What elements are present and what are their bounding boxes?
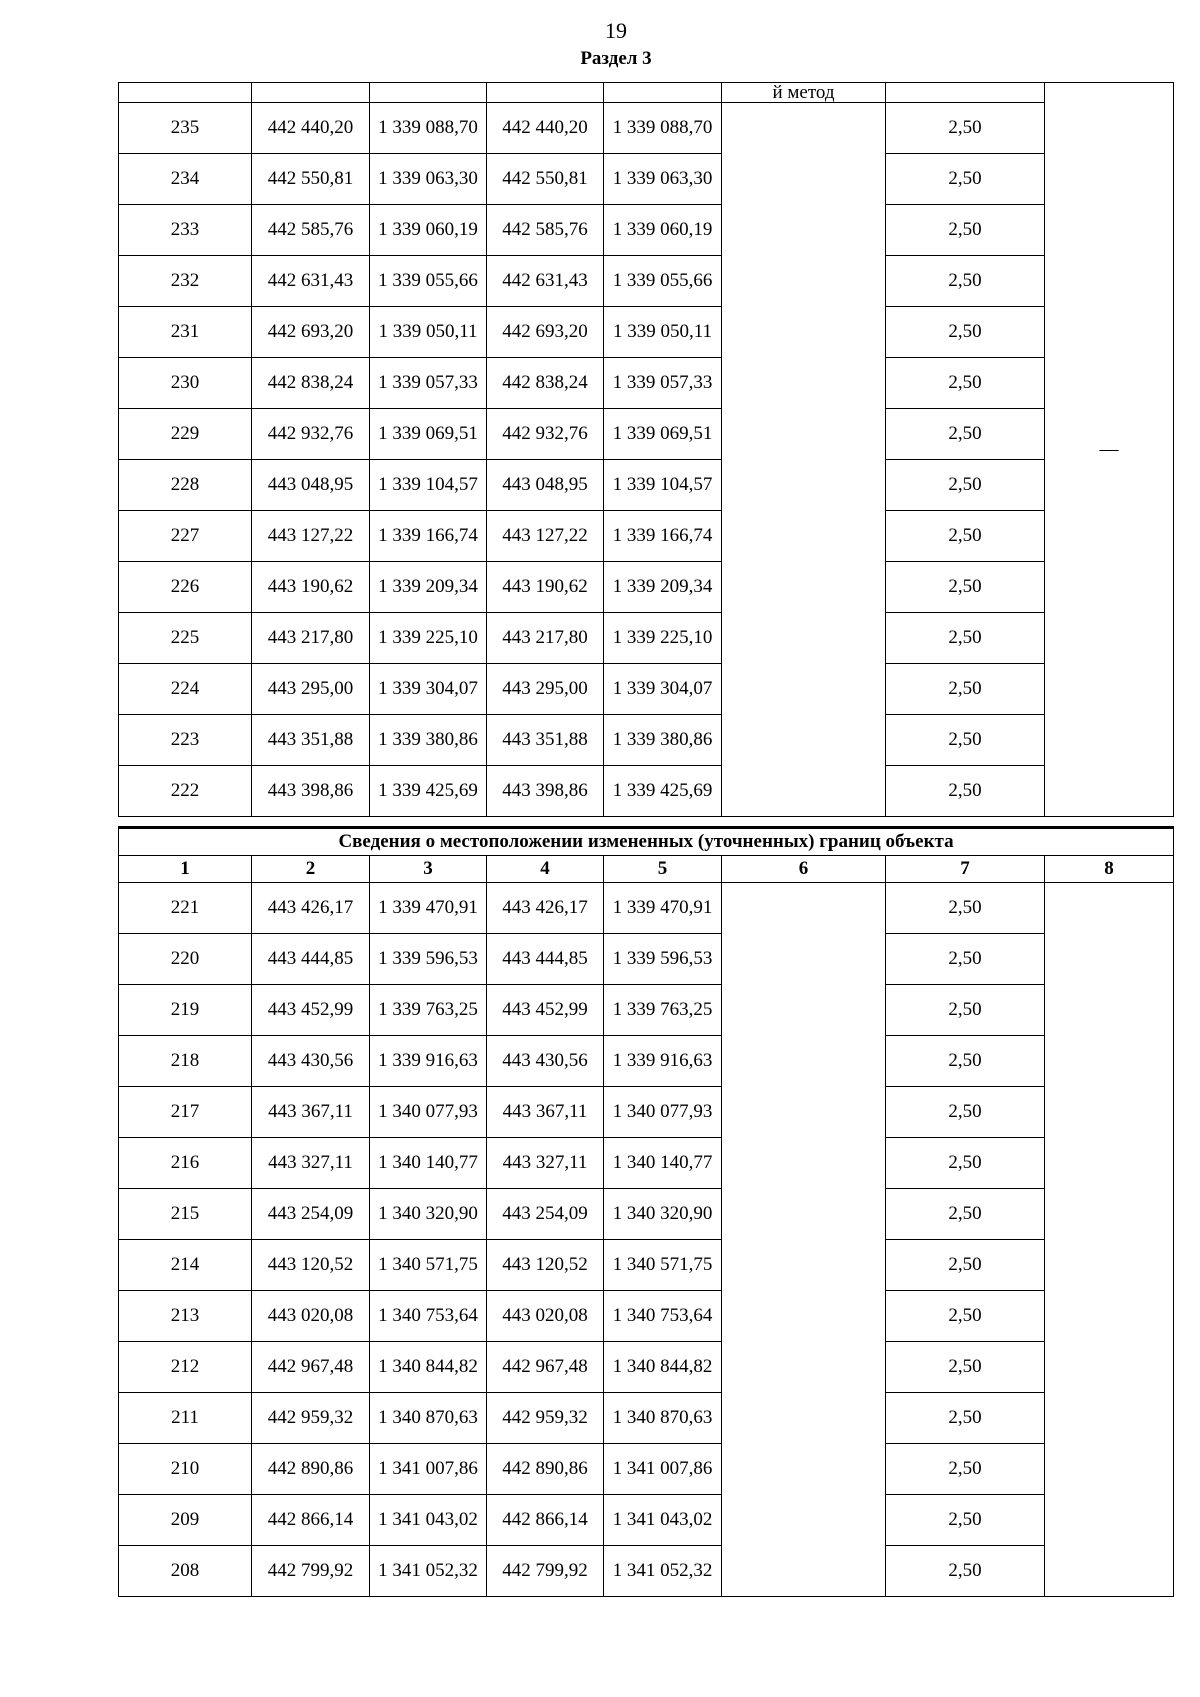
x-coordinate-cell: 442 890,86 [252, 1444, 370, 1495]
x-coordinate-cell: 443 120,52 [487, 1240, 604, 1291]
x-coordinate-cell: 442 585,76 [487, 205, 604, 256]
point-number-cell: 218 [119, 1036, 252, 1087]
stub-cell [370, 83, 487, 103]
y-coordinate-cell: 1 339 596,53 [370, 934, 487, 985]
x-coordinate-cell: 442 967,48 [252, 1342, 370, 1393]
x-coordinate-cell: 443 444,85 [252, 934, 370, 985]
y-coordinate-cell: 1 339 104,57 [604, 460, 722, 511]
table-row [119, 1087, 1174, 1138]
y-coordinate-cell: 1 340 870,63 [370, 1393, 487, 1444]
accuracy-cell: 2,50 [886, 409, 1045, 460]
column-number-cell: 2 [252, 856, 370, 883]
y-coordinate-cell: 1 339 209,34 [370, 562, 487, 613]
accuracy-cell: 2,50 [886, 664, 1045, 715]
y-coordinate-cell: 1 339 166,74 [604, 511, 722, 562]
y-coordinate-cell: 1 339 069,51 [370, 409, 487, 460]
point-number-cell: 222 [119, 766, 252, 817]
x-coordinate-cell: 443 452,99 [252, 985, 370, 1036]
accuracy-cell: 2,50 [886, 1444, 1045, 1495]
x-coordinate-cell: 442 959,32 [252, 1393, 370, 1444]
accuracy-cell: 2,50 [886, 154, 1045, 205]
method-cell [722, 883, 886, 1597]
x-coordinate-cell: 442 550,81 [252, 154, 370, 205]
coordinates-table-continued [118, 82, 1174, 817]
x-coordinate-cell: 443 127,22 [487, 511, 604, 562]
y-coordinate-cell: 1 339 063,30 [370, 154, 487, 205]
accuracy-cell: 2,50 [886, 205, 1045, 256]
y-coordinate-cell: 1 340 077,93 [370, 1087, 487, 1138]
x-coordinate-cell: 442 932,76 [252, 409, 370, 460]
x-coordinate-cell: 443 020,08 [252, 1291, 370, 1342]
accuracy-cell: 2,50 [886, 256, 1045, 307]
table-row [119, 154, 1174, 205]
y-coordinate-cell: 1 339 055,66 [604, 256, 722, 307]
accuracy-cell: 2,50 [886, 1546, 1045, 1597]
y-coordinate-cell: 1 339 060,19 [370, 205, 487, 256]
y-coordinate-cell: 1 339 596,53 [604, 934, 722, 985]
accuracy-cell: 2,50 [886, 1138, 1045, 1189]
table-row [119, 358, 1174, 409]
y-coordinate-cell: 1 339 057,33 [370, 358, 487, 409]
x-coordinate-cell: 443 351,88 [252, 715, 370, 766]
accuracy-cell: 2,50 [886, 1342, 1045, 1393]
table-row [119, 1240, 1174, 1291]
method-cell [722, 103, 886, 817]
y-coordinate-cell: 1 339 304,07 [370, 664, 487, 715]
y-coordinate-cell: 1 339 470,91 [370, 883, 487, 934]
y-coordinate-cell: 1 339 380,86 [370, 715, 487, 766]
table-row [119, 1495, 1174, 1546]
y-coordinate-cell: 1 339 209,34 [604, 562, 722, 613]
x-coordinate-cell: 443 048,95 [252, 460, 370, 511]
column-number-cell: 1 [119, 856, 252, 883]
y-coordinate-cell: 1 339 104,57 [370, 460, 487, 511]
x-coordinate-cell: 443 398,86 [487, 766, 604, 817]
x-coordinate-cell: 443 430,56 [252, 1036, 370, 1087]
point-number-cell: 208 [119, 1546, 252, 1597]
x-coordinate-cell: 442 838,24 [252, 358, 370, 409]
point-number-cell: 214 [119, 1240, 252, 1291]
x-coordinate-cell: 442 631,43 [252, 256, 370, 307]
x-coordinate-cell: 443 367,11 [252, 1087, 370, 1138]
y-coordinate-cell: 1 340 870,63 [604, 1393, 722, 1444]
point-number-cell: 213 [119, 1291, 252, 1342]
point-number-cell: 211 [119, 1393, 252, 1444]
x-coordinate-cell: 443 295,00 [487, 664, 604, 715]
point-number-cell: 226 [119, 562, 252, 613]
table-row [119, 766, 1174, 817]
page-number: 19 [605, 18, 627, 43]
x-coordinate-cell: 443 426,17 [252, 883, 370, 934]
point-number-cell: 233 [119, 205, 252, 256]
accuracy-cell: 2,50 [886, 1189, 1045, 1240]
y-coordinate-cell: 1 341 043,02 [604, 1495, 722, 1546]
accuracy-cell: 2,50 [886, 1291, 1045, 1342]
x-coordinate-cell: 442 440,20 [487, 103, 604, 154]
point-number-cell: 230 [119, 358, 252, 409]
x-coordinate-cell: 442 890,86 [487, 1444, 604, 1495]
y-coordinate-cell: 1 339 050,11 [370, 307, 487, 358]
y-coordinate-cell: 1 341 043,02 [370, 1495, 487, 1546]
x-coordinate-cell: 442 932,76 [487, 409, 604, 460]
column-number-cell: 7 [886, 856, 1045, 883]
stub-cell [252, 83, 370, 103]
table-row [119, 883, 1174, 934]
x-coordinate-cell: 443 254,09 [487, 1189, 604, 1240]
dash-mark: — [1099, 439, 1119, 460]
x-coordinate-cell: 442 799,92 [487, 1546, 604, 1597]
table-row [119, 562, 1174, 613]
table-row [119, 1036, 1174, 1087]
point-number-cell: 234 [119, 154, 252, 205]
stub-cell [119, 83, 252, 103]
accuracy-cell: 2,50 [886, 1495, 1045, 1546]
x-coordinate-cell: 443 351,88 [487, 715, 604, 766]
point-number-cell: 220 [119, 934, 252, 985]
x-coordinate-cell: 443 190,62 [252, 562, 370, 613]
table-row [119, 307, 1174, 358]
accuracy-cell: 2,50 [886, 103, 1045, 154]
y-coordinate-cell: 1 340 753,64 [370, 1291, 487, 1342]
y-coordinate-cell: 1 339 763,25 [604, 985, 722, 1036]
y-coordinate-cell: 1 339 304,07 [604, 664, 722, 715]
changed-boundaries-table [118, 826, 1174, 1597]
x-coordinate-cell: 442 693,20 [487, 307, 604, 358]
accuracy-cell: 2,50 [886, 934, 1045, 985]
point-number-cell: 209 [119, 1495, 252, 1546]
y-coordinate-cell: 1 339 088,70 [370, 103, 487, 154]
x-coordinate-cell: 443 190,62 [487, 562, 604, 613]
x-coordinate-cell: 443 217,80 [252, 613, 370, 664]
table-row [119, 613, 1174, 664]
accuracy-cell: 2,50 [886, 307, 1045, 358]
point-number-cell: 235 [119, 103, 252, 154]
table-header-stub [119, 83, 1174, 103]
x-coordinate-cell: 442 866,14 [252, 1495, 370, 1546]
column-number-cell: 3 [370, 856, 487, 883]
x-coordinate-cell: 442 585,76 [252, 205, 370, 256]
x-coordinate-cell: 443 367,11 [487, 1087, 604, 1138]
point-number-cell: 210 [119, 1444, 252, 1495]
y-coordinate-cell: 1 339 425,69 [370, 766, 487, 817]
y-coordinate-cell: 1 339 225,10 [604, 613, 722, 664]
table-caption: Сведения о местоположении измененных (уточненных) границ объекта [119, 828, 1174, 856]
x-coordinate-cell: 443 127,22 [252, 511, 370, 562]
y-coordinate-cell: 1 339 916,63 [604, 1036, 722, 1087]
y-coordinate-cell: 1 339 088,70 [604, 103, 722, 154]
y-coordinate-cell: 1 339 060,19 [604, 205, 722, 256]
y-coordinate-cell: 1 339 425,69 [604, 766, 722, 817]
x-coordinate-cell: 442 631,43 [487, 256, 604, 307]
y-coordinate-cell: 1 339 470,91 [604, 883, 722, 934]
table-row [119, 985, 1174, 1036]
y-coordinate-cell: 1 340 320,90 [370, 1189, 487, 1240]
description-cell [1045, 883, 1174, 1597]
point-number-cell: 217 [119, 1087, 252, 1138]
point-number-cell: 227 [119, 511, 252, 562]
table-row [119, 1291, 1174, 1342]
y-coordinate-cell: 1 341 007,86 [604, 1444, 722, 1495]
stub-cell [886, 83, 1045, 103]
accuracy-cell: 2,50 [886, 1087, 1045, 1138]
point-number-cell: 221 [119, 883, 252, 934]
point-number-cell: 228 [119, 460, 252, 511]
method-text: й метод [772, 82, 835, 103]
accuracy-cell: 2,50 [886, 766, 1045, 817]
accuracy-cell: 2,50 [886, 715, 1045, 766]
stub-cell [487, 83, 604, 103]
x-coordinate-cell: 442 866,14 [487, 1495, 604, 1546]
x-coordinate-cell: 443 120,52 [252, 1240, 370, 1291]
description-cell [1045, 83, 1174, 817]
column-number-cell: 6 [722, 856, 886, 883]
table-row [119, 664, 1174, 715]
y-coordinate-cell: 1 340 753,64 [604, 1291, 722, 1342]
y-coordinate-cell: 1 339 166,74 [370, 511, 487, 562]
changed-boundaries-table-body [119, 828, 1174, 1597]
x-coordinate-cell: 443 398,86 [252, 766, 370, 817]
y-coordinate-cell: 1 341 007,86 [370, 1444, 487, 1495]
y-coordinate-cell: 1 339 916,63 [370, 1036, 487, 1087]
accuracy-cell: 2,50 [886, 460, 1045, 511]
x-coordinate-cell: 443 048,95 [487, 460, 604, 511]
column-numbers-row [119, 856, 1174, 883]
table-row [119, 1342, 1174, 1393]
table-row [119, 511, 1174, 562]
coordinates-table-body [119, 83, 1174, 817]
point-number-cell: 224 [119, 664, 252, 715]
section-title: Раздел 3 [580, 48, 652, 69]
table-row [119, 256, 1174, 307]
column-number-cell: 8 [1045, 856, 1174, 883]
y-coordinate-cell: 1 339 225,10 [370, 613, 487, 664]
x-coordinate-cell: 443 426,17 [487, 883, 604, 934]
y-coordinate-cell: 1 339 380,86 [604, 715, 722, 766]
x-coordinate-cell: 443 254,09 [252, 1189, 370, 1240]
accuracy-cell: 2,50 [886, 511, 1045, 562]
table-row [119, 1546, 1174, 1597]
accuracy-cell: 2,50 [886, 562, 1045, 613]
table-row [119, 1189, 1174, 1240]
table-row [119, 1444, 1174, 1495]
y-coordinate-cell: 1 340 571,75 [604, 1240, 722, 1291]
point-number-cell: 232 [119, 256, 252, 307]
y-coordinate-cell: 1 339 057,33 [604, 358, 722, 409]
y-coordinate-cell: 1 341 052,32 [370, 1546, 487, 1597]
point-number-cell: 223 [119, 715, 252, 766]
stub-cell [604, 83, 722, 103]
y-coordinate-cell: 1 340 077,93 [604, 1087, 722, 1138]
y-coordinate-cell: 1 340 320,90 [604, 1189, 722, 1240]
x-coordinate-cell: 442 799,92 [252, 1546, 370, 1597]
x-coordinate-cell: 442 440,20 [252, 103, 370, 154]
table-row [119, 715, 1174, 766]
y-coordinate-cell: 1 340 844,82 [604, 1342, 722, 1393]
accuracy-cell: 2,50 [886, 358, 1045, 409]
x-coordinate-cell: 442 693,20 [252, 307, 370, 358]
table-row [119, 409, 1174, 460]
accuracy-cell: 2,50 [886, 883, 1045, 934]
x-coordinate-cell: 443 444,85 [487, 934, 604, 985]
y-coordinate-cell: 1 339 063,30 [604, 154, 722, 205]
y-coordinate-cell: 1 339 763,25 [370, 985, 487, 1036]
x-coordinate-cell: 442 550,81 [487, 154, 604, 205]
point-number-cell: 216 [119, 1138, 252, 1189]
method-cell [722, 83, 886, 103]
y-coordinate-cell: 1 339 050,11 [604, 307, 722, 358]
x-coordinate-cell: 443 452,99 [487, 985, 604, 1036]
x-coordinate-cell: 443 217,80 [487, 613, 604, 664]
x-coordinate-cell: 443 430,56 [487, 1036, 604, 1087]
y-coordinate-cell: 1 339 055,66 [370, 256, 487, 307]
table-row [119, 934, 1174, 985]
y-coordinate-cell: 1 340 140,77 [604, 1138, 722, 1189]
accuracy-cell: 2,50 [886, 1036, 1045, 1087]
table-row [119, 103, 1174, 154]
table-row [119, 460, 1174, 511]
column-number-cell: 5 [604, 856, 722, 883]
point-number-cell: 212 [119, 1342, 252, 1393]
point-number-cell: 231 [119, 307, 252, 358]
y-coordinate-cell: 1 341 052,32 [604, 1546, 722, 1597]
column-number-cell: 4 [487, 856, 604, 883]
point-number-cell: 215 [119, 1189, 252, 1240]
point-number-cell: 229 [119, 409, 252, 460]
x-coordinate-cell: 443 020,08 [487, 1291, 604, 1342]
x-coordinate-cell: 442 967,48 [487, 1342, 604, 1393]
y-coordinate-cell: 1 340 571,75 [370, 1240, 487, 1291]
table-row [119, 1393, 1174, 1444]
x-coordinate-cell: 443 327,11 [487, 1138, 604, 1189]
point-number-cell: 225 [119, 613, 252, 664]
x-coordinate-cell: 443 295,00 [252, 664, 370, 715]
table-caption-row [119, 828, 1174, 856]
y-coordinate-cell: 1 340 140,77 [370, 1138, 487, 1189]
x-coordinate-cell: 443 327,11 [252, 1138, 370, 1189]
accuracy-cell: 2,50 [886, 1393, 1045, 1444]
y-coordinate-cell: 1 340 844,82 [370, 1342, 487, 1393]
point-number-cell: 219 [119, 985, 252, 1036]
x-coordinate-cell: 442 959,32 [487, 1393, 604, 1444]
table-row [119, 205, 1174, 256]
accuracy-cell: 2,50 [886, 1240, 1045, 1291]
accuracy-cell: 2,50 [886, 985, 1045, 1036]
x-coordinate-cell: 442 838,24 [487, 358, 604, 409]
y-coordinate-cell: 1 339 069,51 [604, 409, 722, 460]
accuracy-cell: 2,50 [886, 613, 1045, 664]
table-row [119, 1138, 1174, 1189]
